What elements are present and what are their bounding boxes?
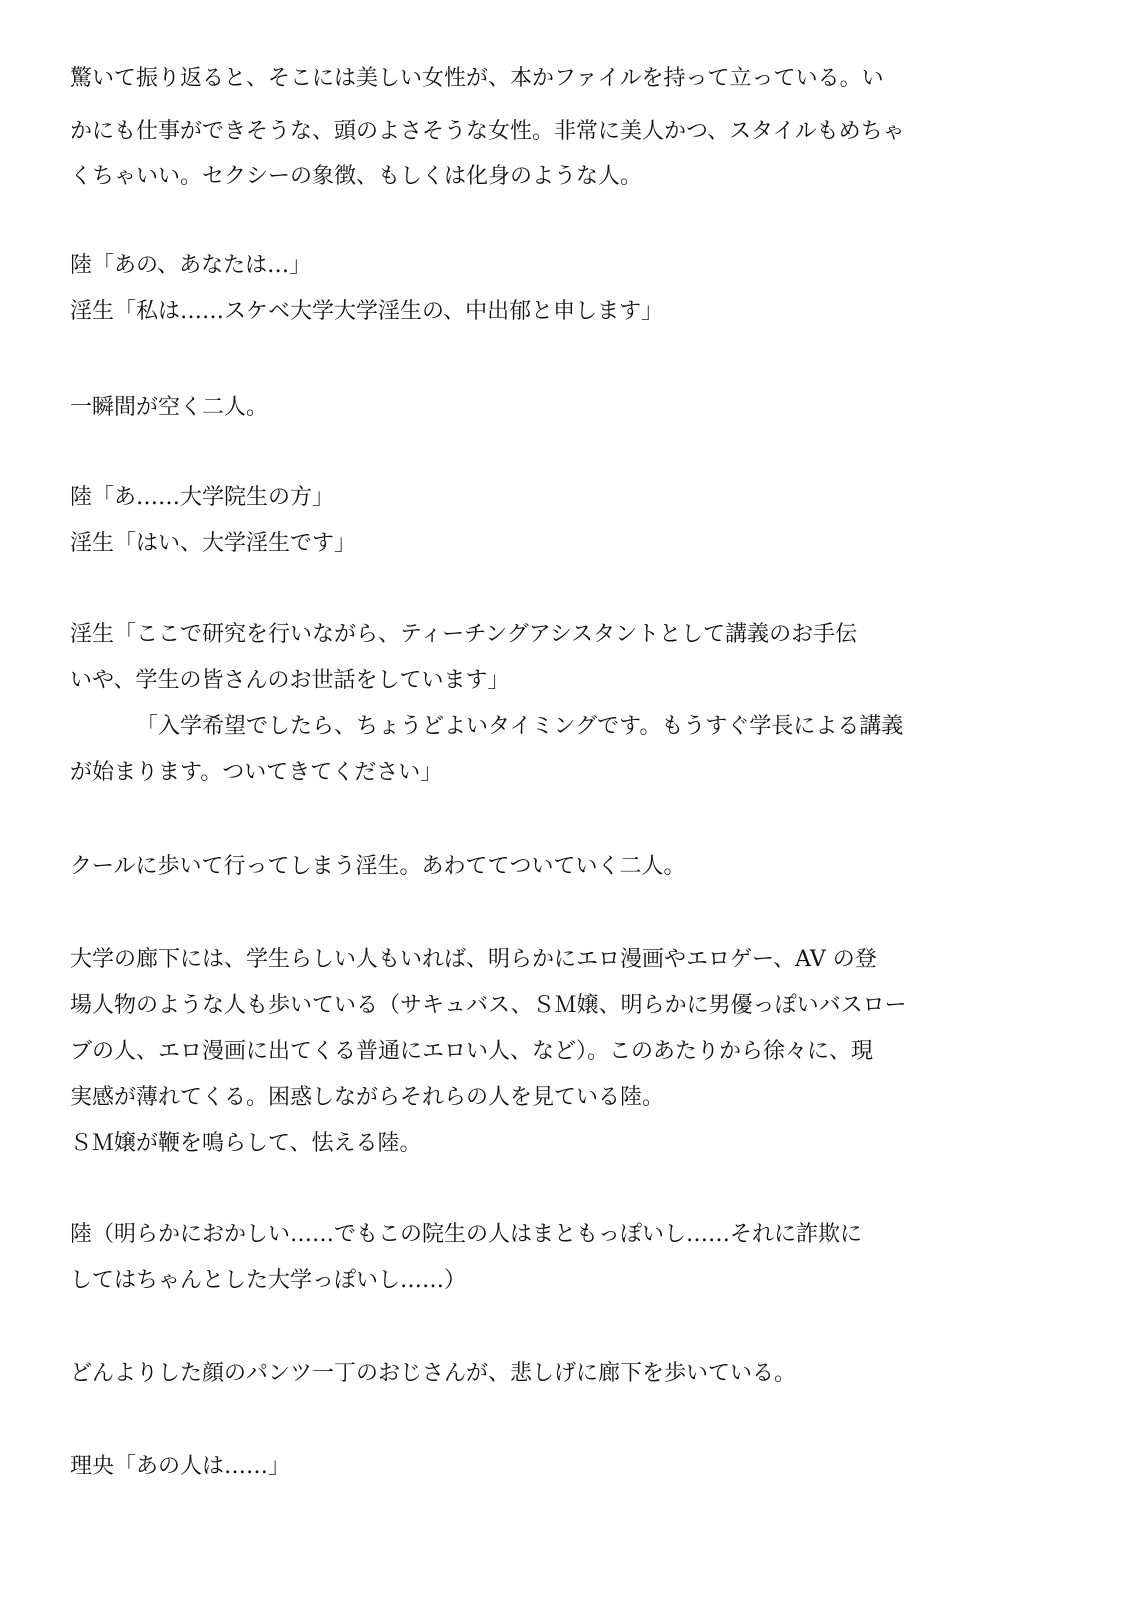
narration-line-1: 驚いて振り返ると、そこには美しい女性が、本かファイルを持って立っている。い [70, 66, 884, 91]
dialogue-line-6: いや、学生の皆さんのお世話をしています」 [70, 668, 510, 693]
dialogue-line-4: 淫生「はい、大学淫生です」 [70, 531, 357, 556]
monologue-line-2: してはちゃんとした大学っぽいし……） [70, 1268, 467, 1293]
dialogue-line-9: 理央「あの人は……」 [70, 1454, 291, 1479]
narration-line-4: 一瞬間が空く二人。 [70, 395, 269, 420]
monologue-line-1: 陸（明らかにおかしい……でもこの院生の人はまともっぽいし……それに詐欺に [70, 1222, 863, 1247]
narration-line-10: ＳＭ嬢が鞭を鳴らして、怯える陸。 [70, 1131, 422, 1156]
narration-line-7: 場人物のような人も歩いている（サキュバス、ＳＭ嬢、明らかに男優っぽいバスロー [70, 993, 907, 1018]
dialogue-line-8: が始まります。ついてきてください」 [70, 760, 443, 785]
narration-line-5: クールに歩いて行ってしまう淫生。あわててついていく二人。 [70, 854, 686, 879]
narration-line-3: くちゃいい。セクシーの象徴、もしくは化身のような人。 [70, 164, 643, 189]
dialogue-line-3: 陸「あ……大学院生の方」 [70, 485, 335, 510]
narration-line-2: かにも仕事ができそうな、頭のよさそうな女性。非常に美人かつ、スタイルもめちゃ [70, 119, 905, 144]
narration-line-6: 大学の廊下には、学生らしい人もいれば、明らかにエロ漫画やエロゲー、AV の登 [70, 947, 877, 972]
dialogue-line-7: 「入学希望でしたら、ちょうどよいタイミングです。もうすぐ学長による講義 [136, 714, 904, 739]
narration-line-8: ブの人、エロ漫画に出てくる普通にエロい人、など）。このあたりから徐々に、現 [70, 1039, 874, 1064]
narration-line-11: どんよりした顔のパンツ一丁のおじさんが、悲しげに廊下を歩いている。 [70, 1361, 797, 1386]
narration-line-9: 実感が薄れてくる。困惑しながらそれらの人を見ている陸。 [70, 1085, 665, 1110]
dialogue-line-5: 淫生「ここで研究を行いながら、ティーチングアシスタントとして講義のお手伝 [70, 622, 858, 647]
dialogue-line-2: 淫生「私は……スケベ大学大学淫生の、中出郁と申します」 [70, 299, 664, 324]
dialogue-line-1: 陸「あの、あなたは…」 [70, 253, 312, 278]
